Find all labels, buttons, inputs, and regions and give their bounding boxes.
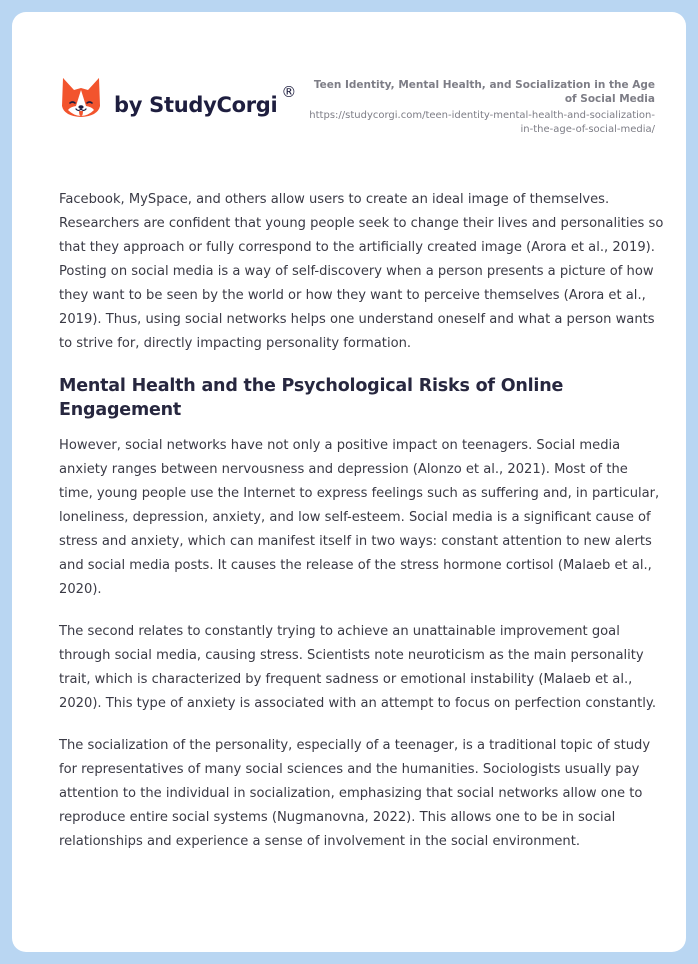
document-meta bbox=[305, 78, 655, 136]
document-title: Teen Identity, Mental Health, and Socialization in the Age of Social Media bbox=[313, 79, 655, 105]
section-heading: Mental Health and the Psychological Risks of Online Engagement bbox=[59, 376, 564, 420]
registered-mark: ® bbox=[281, 83, 297, 101]
document-card bbox=[12, 12, 686, 952]
document-url[interactable]: https://studycorgi.com/teen-identity-mental-health-and-socialization-in-the-age-of-social-media/ bbox=[309, 110, 655, 135]
paragraph: The socialization of the personality, especially of a teenager, is a traditional topic of study for representatives of many social sciences and the humanities. Sociologists usually pay attention to the individual in socialization, emphasizing that social networks allow one to reproduce entire social systems (Nugmanovna, 2022). This allows one to be in social relationships and experience a sense of involvement in the social environment. bbox=[59, 738, 651, 849]
paragraph: Facebook, MySpace, and others allow users to create an ideal image of themselves. Researchers are confident that young people seek to change their lives and personalities so that they approach or fully correspond to the artificially created image (Arora et al., 2019). Posting on social media is a way of self-discovery when a person presents a picture of how they want to be seen by the world or how they want to perceive themselves (Arora et al., 2019). Thus, using social networks helps one understand oneself and what a person wants to strive for, directly impacting personality formation. bbox=[59, 192, 664, 351]
corgi-logo-icon bbox=[60, 76, 102, 122]
brand-name: by StudyCorgi bbox=[114, 93, 278, 117]
studycorgi-logo[interactable] bbox=[60, 76, 296, 122]
paragraph: The second relates to constantly trying to achieve an unattainable improvement goal through social media, causing stress. Scientists note neuroticism as the main personality trait, which is characterized by frequent sadness or emotional instability (Malaeb et al., 2020). This type of anxiety is associated with an attempt to focus on perfection constantly. bbox=[59, 624, 656, 711]
article-body bbox=[59, 188, 665, 872]
paragraph: However, social networks have not only a positive impact on teenagers. Social media anxiety ranges between nervousness and depression (Alonzo et al., 2021). Most of the time, young people use the Internet to express feelings such as suffering and, in particular, loneliness, depression, anxiety, and low self-esteem. Social media is a significant cause of stress and anxiety, which can manifest itself in two ways: constant attention to new alerts and social media posts. It causes the release of the stress hormone cortisol (Malaeb et al., 2020). bbox=[59, 438, 660, 597]
